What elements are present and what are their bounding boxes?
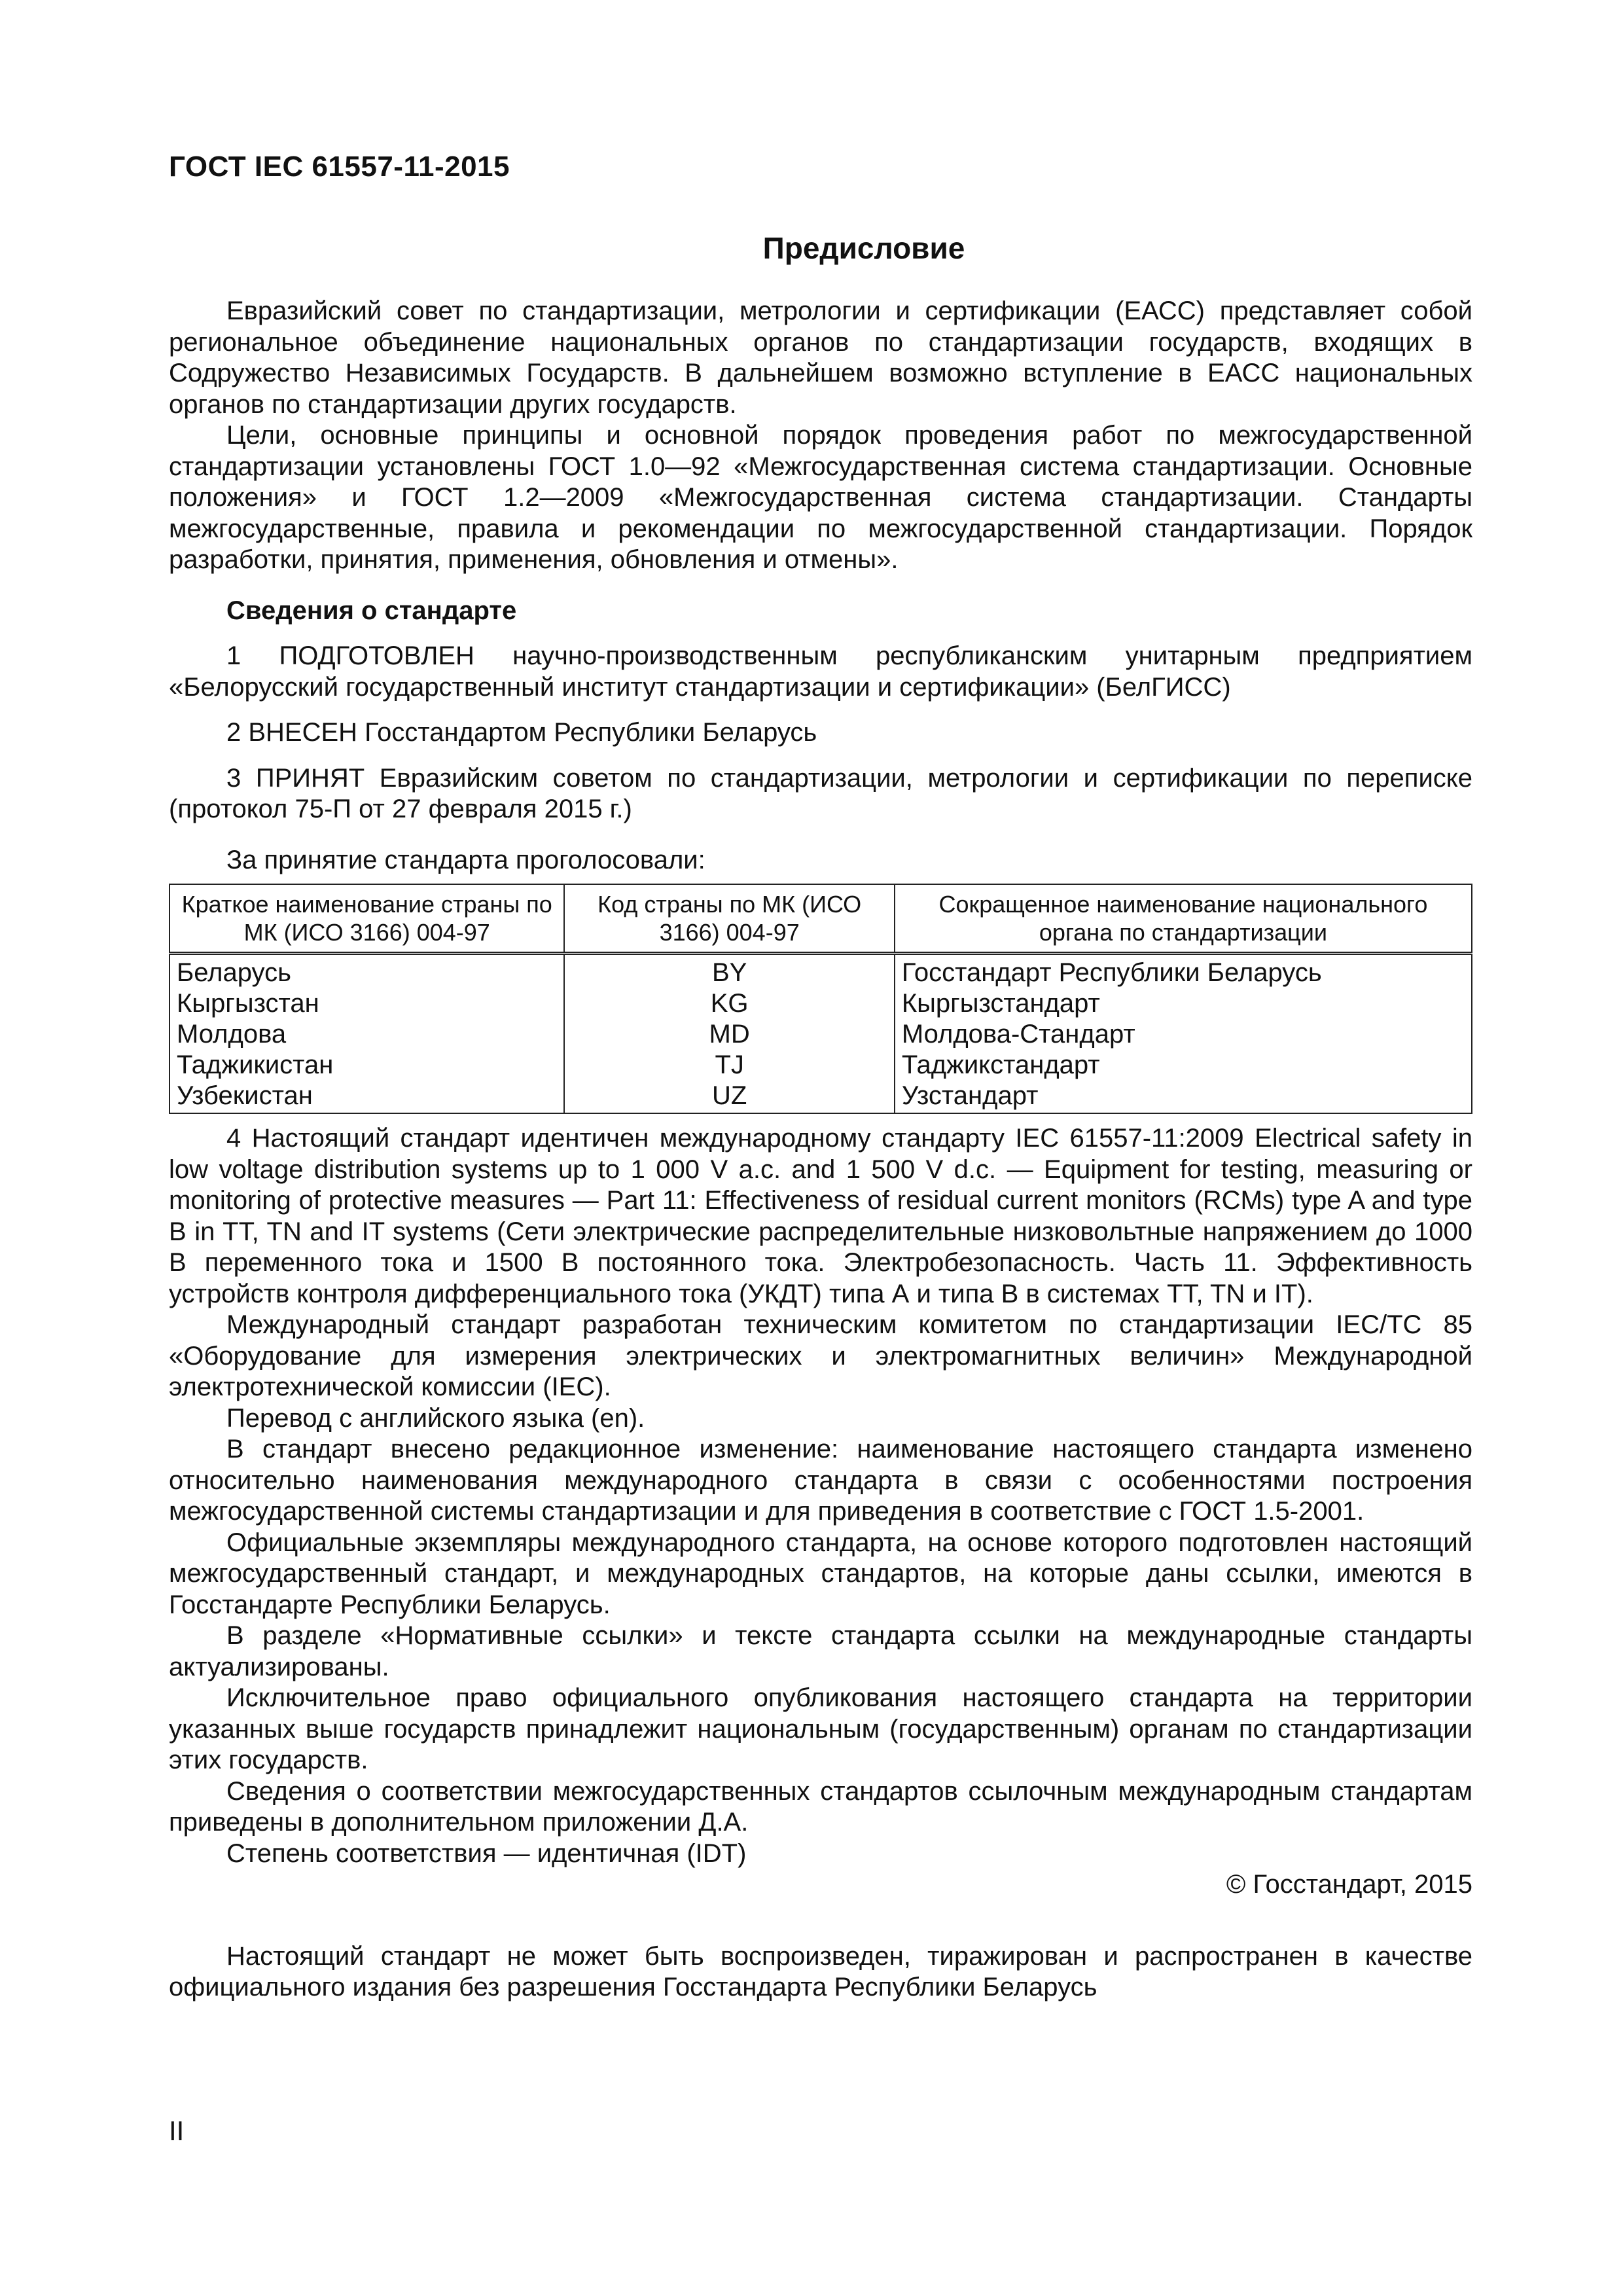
item4-paragraph-3: Перевод с английского языка (en). [226,1403,645,1433]
table-row [169,1081,1472,1113]
standards-body: Узстандарт [895,1081,1472,1113]
item4-paragraph-7: Исключительное право официального опубликования настоящего стандарта на территории указанных выше государств принадлежит национальным (государственным) органам по стандартизации этих государств. [169,1683,1472,1774]
info-item-2: 2 ВНЕСЕН Госстандартом Республики Беларусь [226,718,817,747]
document-code: ГОСТ IEC 61557-11-2015 [169,151,510,183]
standards-body: Кыргызстандарт [895,988,1472,1019]
table-row [169,1050,1472,1081]
country-name: Беларусь [169,954,564,989]
country-code: BY [564,954,894,989]
voted-label: За принятие стандарта проголосовали: [226,845,705,874]
country-code: TJ [564,1050,894,1081]
country-code: KG [564,988,894,1019]
item4-paragraph-5: Официальные экземпляры международного стандарта, на основе которого подготовлен настоящий межгосударственный стандарт, и международных стандартов, на которые даны ссылки, имеются в Госстандарте Республики Беларусь. [169,1528,1472,1619]
country-name: Таджикистан [169,1050,564,1081]
intro-paragraph-1: Евразийский совет по стандартизации, метрологии и сертификации (ЕАСС) представляет собой региональное объединение национальных органов по стандартизации государств, входящих в Содружество Независимых Государств. В дальнейшем возможно вступление в ЕАСС национальных органов по стандартизации других государств. [169,296,1472,419]
country-name: Молдова [169,1019,564,1050]
document-body [169,296,1472,2003]
page-number: II [169,2115,185,2146]
page-title: Предисловие [762,231,965,265]
country-code: UZ [564,1081,894,1113]
table-header-body: Сокращенное наименование национального органа по стандартизации [895,884,1472,954]
intro-paragraph-2: Цели, основные принципы и основной порядок проведения работ по межгосударственной стандартизации установлены ГОСТ 1.0—92 «Межгосударственная система стандартизации. Основные положения» и ГОСТ 1.2—2009 «Межгосударственная система стандартизации. Стандарты межгосударственные, правила и рекомендации по межгосударственной стандартизации. Порядок разработки, принятия, применения, обновления и отмены». [169,421,1472,574]
reproduction-notice: Настоящий стандарт не может быть воспроизведен, тиражирован и распространен в качестве официального издания без разрешения Госстандарта Республики Беларусь [169,1941,1472,2001]
country-name: Кыргызстан [169,988,564,1019]
standards-body: Молдова-Стандарт [895,1019,1472,1050]
member-countries-table [169,884,1472,1114]
table-header-code: Код страны по МК (ИСО 3166) 004-97 [564,884,894,954]
section-heading: Сведения о стандарте [226,596,517,625]
item4-paragraph-6: В разделе «Нормативные ссылки» и тексте стандарта ссылки на международные стандарты актуализированы. [169,1621,1472,1681]
table-row [169,1019,1472,1050]
table-row [169,954,1472,989]
country-code: MD [564,1019,894,1050]
info-item-3: 3 ПРИНЯТ Евразийским советом по стандартизации, метрологии и сертификации по переписке (протокол 75-П от 27 февраля 2015 г.) [169,763,1472,823]
standards-body: Госстандарт Республики Беларусь [895,954,1472,989]
item4-paragraph-2: Международный стандарт разработан техническим комитетом по стандартизации IEC/TC 85 «Оборудование для измерения электрических и электромагнитных величин» Международной электротехнической комиссии (IEC). [169,1310,1472,1401]
item4-paragraph-1: 4 Настоящий стандарт идентичен международному стандарту IEC 61557-11:2009 Electrical safety in low voltage distribution systems up to 1 000 V a.c. and 1 500 V d.c. — Equipment for testing, measuring or monitoring of protective measures — Part 11: Effectiveness of residual current monitors (RCMs) type A and type B in TT, TN and IT systems (Сети электрические распределительные низковольтные напряжением до 1000 В переменного тока и 1500 В постоянного тока. Электробезопасность. Часть 11. Эффективность устройств контроля дифференциального тока (УКДТ) типа А и типа В в системах TT, TN и IT). [169,1124,1472,1308]
item4-paragraph-8: Сведения о соответствии межгосударственных стандартов ссылочным международным стандартам приведены в дополнительном приложении Д.А. [169,1776,1472,1837]
table-row [169,988,1472,1019]
info-item-1: 1 ПОДГОТОВЛЕН научно-производственным республиканским унитарным предприятием «Белорусский государственный институт стандартизации и сертификации» (БелГИСС) [169,641,1472,702]
table-header-country: Краткое наименование страны по МК (ИСО 3166) 004-97 [169,884,564,954]
copyright-line: © Госстандарт, 2015 [1226,1870,1472,1899]
table-header-row [169,884,1472,954]
item4-paragraph-9: Степень соответствия — идентичная (IDT) [226,1839,747,1868]
standards-body: Таджикстандарт [895,1050,1472,1081]
country-name: Узбекистан [169,1081,564,1113]
item4-paragraph-4: В стандарт внесено редакционное изменение: наименование настоящего стандарта изменено относительно наименования международного стандарта в связи с особенностями построения межгосударственной системы стандартизации и для приведения в соответствие с ГОСТ 1.5-2001. [169,1435,1472,1526]
